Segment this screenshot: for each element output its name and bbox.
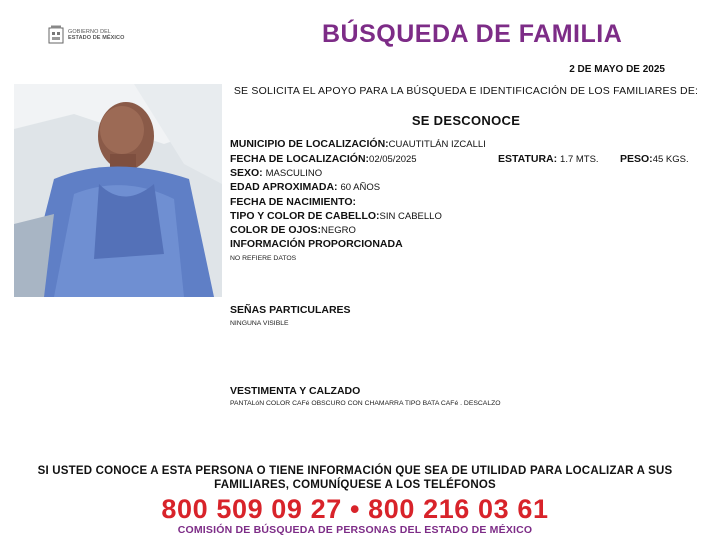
field-fecha-nacimiento xyxy=(230,196,356,208)
estatura-value: 1.7 MTS. xyxy=(560,154,599,165)
logo-line-2: ESTADO DE MÉXICO xyxy=(68,35,125,41)
field-cabello xyxy=(230,210,442,222)
sexo-value: MASCULINO xyxy=(265,168,323,179)
field-peso xyxy=(620,153,689,165)
publication-date: 2 DE MAYO DE 2025 xyxy=(569,64,665,75)
phone-numbers[interactable]: 800 509 09 27 • 800 216 03 61 xyxy=(161,494,549,524)
municipio-label: MUNICIPIO DE LOCALIZACIÓN: xyxy=(230,138,389,150)
peso-label: PESO: xyxy=(620,153,653,165)
senas-value: NINGUNA VISIBLE xyxy=(230,320,289,327)
ojos-value: NEGRO xyxy=(321,225,356,236)
informacion-value: NO REFIERE DATOS xyxy=(230,255,297,262)
informacion-label: INFORMACIÓN PROPORCIONADA xyxy=(230,238,403,250)
estatura-label: ESTATURA: xyxy=(498,153,558,165)
sexo-label: SEXO: xyxy=(230,167,263,179)
cabello-value: SIN CABELLO xyxy=(379,211,442,222)
vestimenta-label: VESTIMENTA Y CALZADO xyxy=(230,385,361,397)
field-informacion-label xyxy=(230,238,403,250)
field-senas-label xyxy=(230,304,351,316)
logo-line-1: GOBIERNO DEL xyxy=(68,28,112,35)
footer-line-1: SI USTED CONOCE A ESTA PERSONA O TIENE INFORMACIÓN QUE SEA DE UTILIDAD PARA LOCALIZAR A SUS xyxy=(37,465,673,477)
peso-value: 45 KGS. xyxy=(652,154,689,165)
contact-instructions xyxy=(20,464,690,492)
field-estatura xyxy=(498,153,599,165)
person-name: SE DESCONOCE xyxy=(411,113,521,128)
government-logo xyxy=(48,22,148,48)
senas-label: SEÑAS PARTICULARES xyxy=(230,304,351,316)
request-text: SE SOLICITA EL APOYO PARA LA BÚSQUEDA E IDENTIFICACIÓN DE LOS FAMILIARES DE: xyxy=(233,85,699,97)
commission-name: COMISIÓN DE BÚSQUEDA DE PERSONAS DEL ESTADO DE MÉXICO xyxy=(177,524,533,536)
field-vestimenta-label xyxy=(230,385,360,397)
fecha-nacimiento-label: FECHA DE NACIMIENTO: xyxy=(230,196,356,208)
person-photo xyxy=(14,84,222,297)
fecha-localizacion-label: FECHA DE LOCALIZACIÓN: xyxy=(230,153,370,165)
edad-label: EDAD APROXIMADA: xyxy=(230,181,338,193)
footer-line-2: FAMILIARES, COMUNÍQUESE A LOS TELÉFONOS xyxy=(214,479,496,491)
field-ojos xyxy=(230,224,356,236)
vestimenta-value: PANTALóN COLOR CAFé OBSCURO CON CHAMARRA TIPO BATA CAFé . DESCALZO xyxy=(230,400,501,407)
page-title: BÚSQUEDA DE FAMILIA xyxy=(322,20,623,48)
person-photo-icon xyxy=(14,84,222,297)
field-sexo xyxy=(230,167,322,179)
field-edad xyxy=(230,181,380,193)
fecha-localizacion-value: 02/05/2025 xyxy=(369,154,417,165)
edad-value: 60 AÑOS xyxy=(340,182,381,193)
municipio-value: CUAUTITLÁN IZCALLI xyxy=(388,139,486,150)
cabello-label: TIPO Y COLOR DE CABELLO: xyxy=(230,210,380,222)
ojos-label: COLOR DE OJOS: xyxy=(230,224,322,236)
field-municipio xyxy=(230,138,486,150)
state-seal-icon xyxy=(48,25,64,45)
field-fecha-localizacion xyxy=(230,153,417,165)
